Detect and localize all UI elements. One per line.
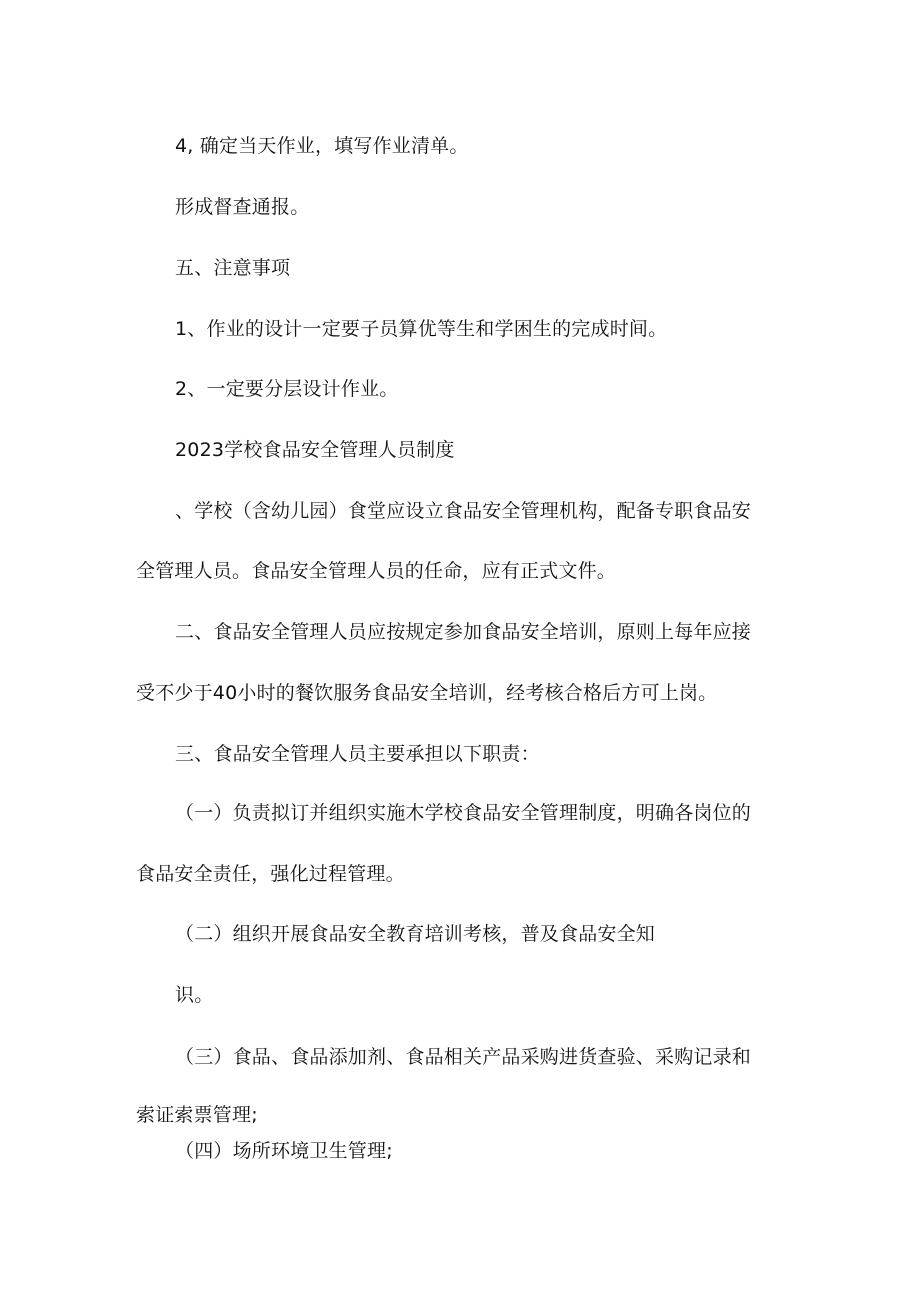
paragraph-line: 1、作业的设计一定要子员算优等生和学困生的完成时间。 <box>175 318 668 340</box>
paragraph-line: 、学校（含幼儿园）食堂应设立食品安全管理机构，配备专职食品安 <box>175 500 752 522</box>
paragraph-line: 全管理人员。食品安全管理人员的任命，应有正式文件。 <box>136 560 617 582</box>
paragraph-line: 受不少于40小时的餐饮服务食品安全培训，经考核合格后方可上岗。 <box>136 682 718 704</box>
paragraph-line: 索证索票管理; <box>136 1104 258 1126</box>
paragraph-line: 识。 <box>175 984 214 1006</box>
paragraph-line: 食品安全责任，强化过程管理。 <box>136 863 405 885</box>
document-title: 2023学校食品安全管理人员制度 <box>175 439 455 461</box>
paragraph-line: （二）组织开展食品安全教育培训考核，普及食品安全知 <box>175 923 656 945</box>
paragraph-line: 2、一定要分层设计作业。 <box>175 378 399 400</box>
paragraph-line: 4, 确定当天作业，填写作业清单。 <box>175 135 469 157</box>
paragraph-line: 形成督查通报。 <box>175 196 310 218</box>
paragraph-line: （三）食品、食品添加剂、食品相关产品采购进货查验、采购记录和 <box>175 1046 752 1068</box>
paragraph-line: 二、食品安全管理人员应按规定参加食品安全培训，原则上每年应接 <box>175 621 752 643</box>
paragraph-line: （一）负责拟订并组织实施木学校食品安全管理制度，明确各岗位的 <box>175 802 752 824</box>
paragraph-line: （四）场所环境卫生管理; <box>175 1140 393 1162</box>
section-heading: 三、食品安全管理人员主要承担以下职责： <box>175 743 540 765</box>
section-heading: 五、注意事项 <box>175 257 291 279</box>
